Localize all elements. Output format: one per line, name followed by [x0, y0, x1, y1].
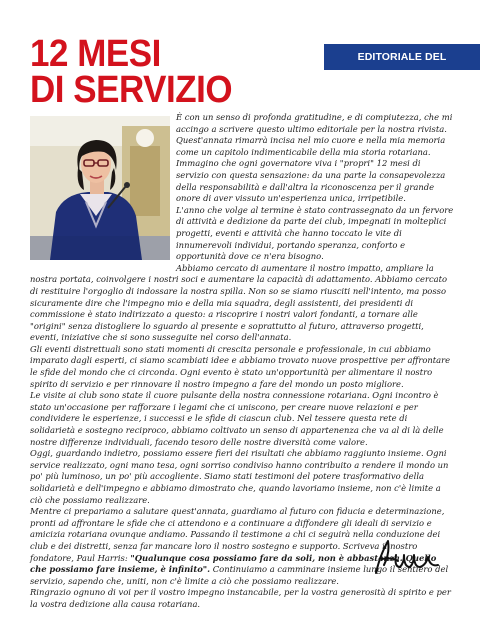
article-paragraph: L'anno che volge al termine è stato contrassegnato da un fervore di attività e dedizione da parte dei club, impegnati in molteplici progetti, eventi e attività che hanno toccato le vite di innumerevoli individui, portando speranza, conforto e opportunità dove ce n'era bisogno.: [176, 204, 454, 262]
article-paragraph: Mentre ci prepariamo a salutare quest'annata, guardiamo al futuro con fiducia e determinazione, pronti ad affrontare le sfide che ci attendono e a continuare a diffondere gli ideali di servizio e amicizia rotariana ovunque andiamo. Passando il testimone a chi ci seguirà nella conduzione dei club e dei distretti, senza far mancare loro il nostro sostegno e supporto. Scriveva il nostro fondatore, Paul Harris:: [30, 506, 445, 563]
section-tag: EDITORIALE DEL GOVERNATORE: [324, 44, 480, 70]
article-paragraph: Abbiamo cercato di aumentare il nostro impatto, ampliare la nostra portata, coinvolgere i nostri soci e aumentare la capacità di adattamento. Abbiamo cercato di restituire l'orgoglio di indossare la nostra spilla. Non so se siamo riusciti nell'intento, ma posso sicuramente dire che l'impegno mio e della mia squadra, degli assistenti, dei presidenti di commissione è stato indirizzato a questo: a riscoprire i nostri valori fondanti, a tornare alle "origini" senza distogliere lo sguardo al presente e soprattutto al futuro, attraverso progetti, eventi, iniziative che si sono susseguite nel corso dell'annata.: [30, 262, 448, 343]
closing-paragraph: Ringrazio ognuno di voi per il vostro impegno instancabile, per la vostra generosità di spirito e per la vostra dedizione alla causa rotariana.: [30, 587, 451, 609]
signature-icon: [370, 535, 448, 577]
title-line-1: 12 MESI: [30, 33, 161, 75]
article-paragraph: Oggi, guardando indietro, possiamo essere fieri dei risultati che abbiamo raggiunto insieme. Ogni service realizzato, ogni mano tesa, ogni sorriso condiviso hanno contribuito a rendere il mondo un po' più luminoso, un po' più accogliente. Siamo stati testimoni del potere trasformativo della solidarietà e dell'impegno e abbiamo dimostrato che, quando lavoriamo insieme, non c'è limite a ciò che possiamo realizzare.: [30, 448, 449, 505]
title-line-2: DI SERVIZIO: [30, 69, 233, 111]
founder-quote: "Qualunque cosa possiamo fare da soli, non è abbastanza. Quello che possiamo fare insieme, è infinito".: [30, 552, 437, 575]
article-paragraph: Le visite ai club sono state il cuore pulsante della nostra connessione rotariana. Ogni incontro è stato un'occasione per rafforzare i legami che ci uniscono, per creare nuove relazioni e per condividere le esperienze, i successi e le sfide di ciascun club. Nel tessere questa rete di solidarietà e sostegno reciproco, abbiamo coltivato un senso di appartenenza che va al di là delle nostre differenze individuali, facendo tesoro delle nostre diversità come valore.: [30, 390, 444, 447]
article-paragraph: Continuiamo a camminare insieme lungo il sentiero del servizio, sapendo che, uniti, non c'è limite a ciò che possiamo realizzare.: [30, 564, 449, 586]
article-paragraph: Gli eventi distrettuali sono stati momenti di crescita personale e professionale, in cui abbiamo imparato dagli esperti, ci siamo scambiati idee e abbiamo trovato nuove prospettive per affrontare le sfide del mondo che ci circonda. Ogni evento è stato un'opportunità per alimentare il nostro spirito di servizio e per rinnovare il nostro impegno a fare del mondo un posto migliore.: [30, 343, 451, 389]
page-title: [30, 33, 233, 111]
article-paragraph: È con un senso di profonda gratitudine, e di compiutezza, che mi accingo a scrivere questo ultimo editoriale per la nostra rivista. Quest'annata rimarrà incisa nel mio cuore e nella mia memoria come un capitolo indimenticabile della mia storia rotariana. Immagino che ogni governatore viva i "propri" 12 mesi di servizio con questa sensazione: da una parte la consapevolezza della responsabilità e dall'altra la riconoscenza per il grande onore di aver vissuto un'esperienza unica, irripetibile.: [176, 112, 453, 204]
